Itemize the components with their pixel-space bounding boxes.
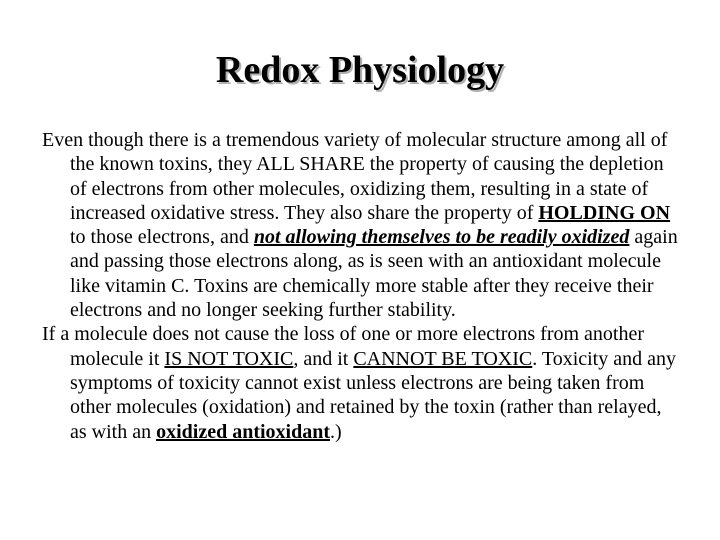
- slide-title: Redox Physiology: [215, 49, 505, 91]
- paragraph2-text-4: .): [330, 420, 342, 443]
- paragraph-toxicity-definition: [42, 322, 682, 443]
- paragraph-toxins-share-property: [42, 128, 682, 322]
- paragraph2-text-3: . Toxicity and any symptoms of toxicity cannot exist unless electrons are being taken from other molecules (oxidation) and retained by the toxin (rather than relayed, as with an: [70, 347, 676, 443]
- emphasis-cannot-be-toxic: CANNOT BE TOXIC: [353, 347, 533, 370]
- emphasis-oxidized-antioxidant: oxidized antioxidant: [156, 420, 331, 443]
- paragraph1-text-2: to those electrons, and: [70, 226, 254, 249]
- paragraph2-text-2: , and it: [293, 347, 354, 370]
- paragraph1-text-3: again and passing those electrons along, as is seen with an antioxidant molecule like vitamin C. Toxins are chemically more stable after they receive their electrons and no longer seeking further stability.: [70, 226, 678, 322]
- emphasis-not-readily-oxidized: not allowing themselves to be readily oxidized: [253, 226, 630, 249]
- emphasis-holding-on: HOLDING ON: [538, 201, 671, 224]
- paragraph2-text-1: If a molecule does not cause the loss of one or more electrons from another molecule it: [42, 323, 645, 370]
- paragraph1-text-1: Even though there is a tremendous variety of molecular structure among all of the known toxins, they ALL SHARE the property of causing the depletion of electrons from other molecules, oxidizing them, resulting in a state of increased oxidative stress. They also share the property of: [42, 129, 668, 224]
- slide-body: [42, 128, 682, 444]
- emphasis-is-not-toxic: IS NOT TOXIC: [164, 347, 294, 370]
